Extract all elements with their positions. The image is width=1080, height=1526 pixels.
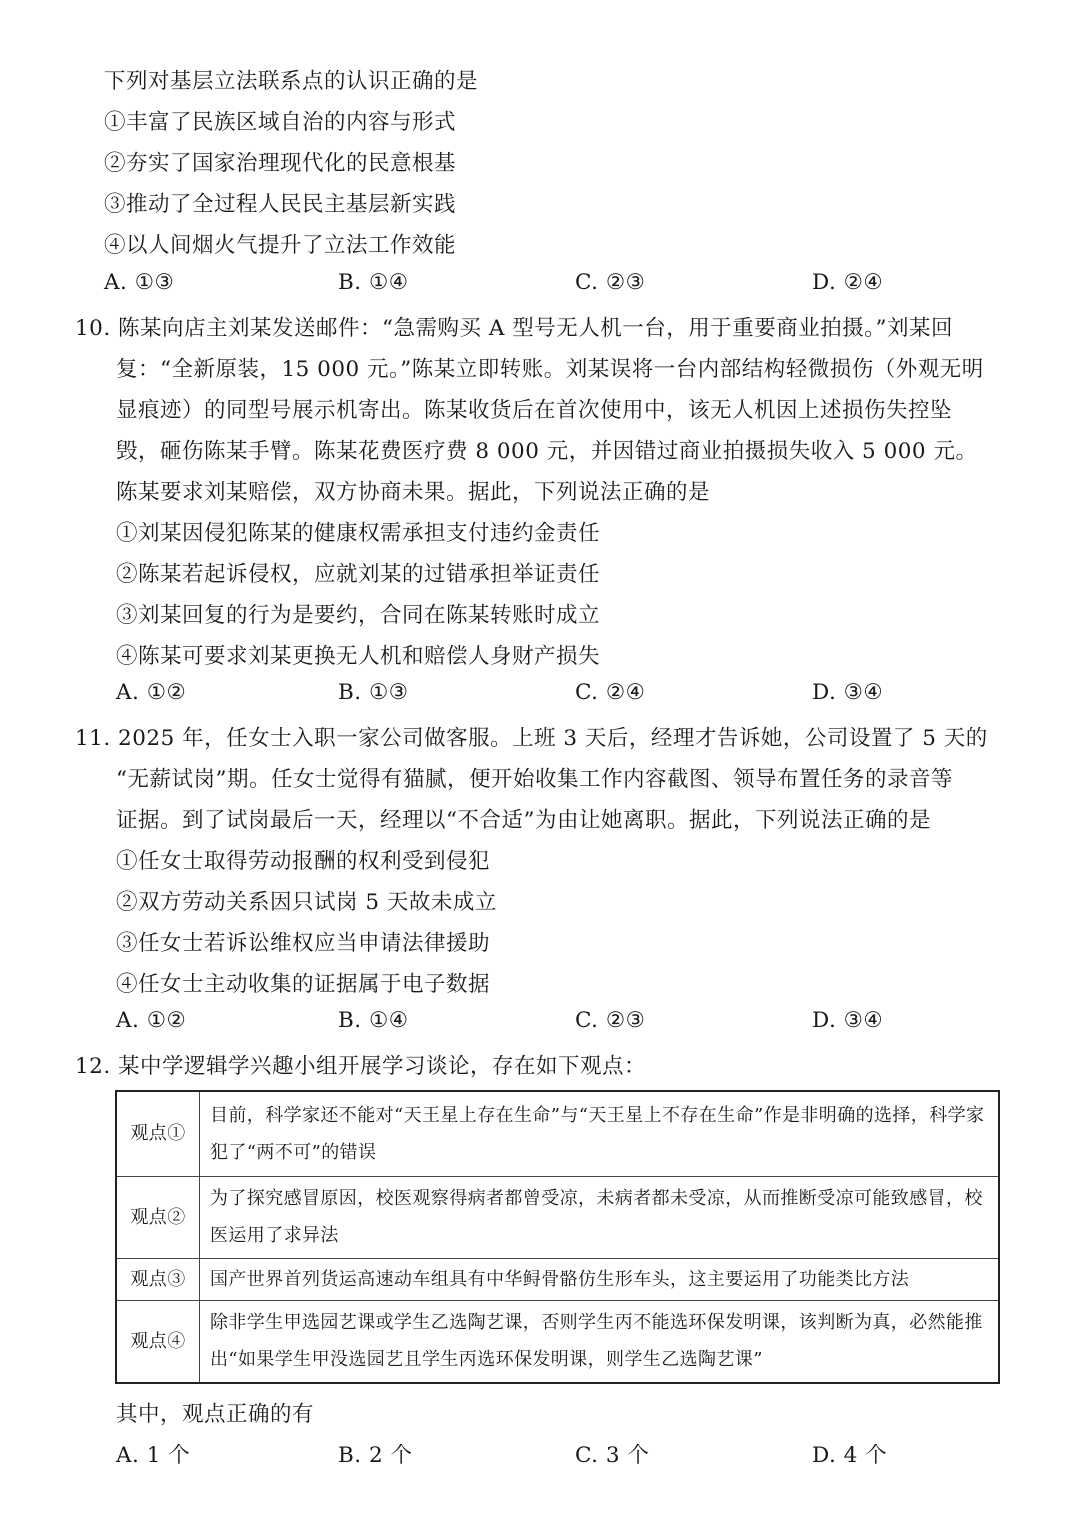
q9-option-c: C. ②③ xyxy=(575,270,646,295)
q9-option-b: B. ①④ xyxy=(338,270,409,295)
q10-line-3: 显痕迹）的同型号展示机寄出。陈某收货后在首次使用中，该无人机因上述损伤失控坠 xyxy=(116,398,953,423)
q9-item-3: ③推动了全过程人民民主基层新实践 xyxy=(104,192,457,217)
q10-options xyxy=(0,680,1080,710)
viewpoint-text: 除非学生甲选园艺课或学生乙选陶艺课，否则学生丙不能选环保发明课，该判断为真，必然能推出“如果学生甲没选园艺且学生丙选环保发明课，则学生乙选陶艺课” xyxy=(200,1300,1000,1383)
q12-option-b: B. 2 个 xyxy=(338,1443,413,1468)
q11-item-2: ②双方劳动关系因只试岗 5 天故未成立 xyxy=(116,890,497,915)
q9-option-a: A. ①③ xyxy=(104,270,175,295)
q10-line-4: 毁，砸伤陈某手臂。陈某花费医疗费 8 000 元，并因错过商业拍摄损失收入 5 000 元。 xyxy=(116,439,978,464)
q10-line-2: 复：“全新原装，15 000 元。”陈某立即转账。刘某误将一台内部结构轻微损伤（外观无明 xyxy=(116,357,984,382)
q9-item-2: ②夯实了国家治理现代化的民意根基 xyxy=(104,151,457,176)
q10-option-a: A. ①② xyxy=(116,680,187,705)
viewpoint-text: 目前，科学家还不能对“天王星上存在生命”与“天王星上不存在生命”作是非明确的选择，科学家犯了“两不可”的错误 xyxy=(200,1091,1000,1176)
q9-option-d: D. ②④ xyxy=(812,270,884,295)
q11-option-b: B. ①④ xyxy=(338,1008,409,1033)
q10-option-d: D. ③④ xyxy=(812,680,884,705)
viewpoint-row xyxy=(116,1091,999,1176)
q10-item-2: ②陈某若起诉侵权，应就刘某的过错承担举证责任 xyxy=(116,562,601,587)
q9-item-1: ①丰富了民族区域自治的内容与形式 xyxy=(104,110,457,135)
q10-item-3: ③刘某回复的行为是要约，合同在陈某转账时成立 xyxy=(116,603,601,628)
q12-options xyxy=(0,1438,1080,1468)
q12-option-d: D. 4 个 xyxy=(812,1443,888,1468)
viewpoints-table xyxy=(115,1090,1000,1384)
q11-item-1: ①任女士取得劳动报酬的权利受到侵犯 xyxy=(116,849,491,874)
q12-stem: 12. 某中学逻辑学兴趣小组开展学习谈论，存在如下观点： xyxy=(75,1054,647,1079)
q10-line-5: 陈某要求刘某赔偿，双方协商未果。据此，下列说法正确的是 xyxy=(116,480,711,505)
q10-item-4: ④陈某可要求刘某更换无人机和赔偿人身财产损失 xyxy=(116,644,601,669)
viewpoint-row xyxy=(116,1176,999,1258)
q11-line-1: 11. 2025 年，任女士入职一家公司做客服。上班 3 天后，经理才告诉她，公司设置了 5 天的 xyxy=(75,726,988,751)
q11-line-2: “无薪试岗”期。任女士觉得有猫腻，便开始收集工作内容截图、领导布置任务的录音等 xyxy=(116,767,953,792)
viewpoint-label: 观点① xyxy=(116,1091,200,1176)
q12-option-c: C. 3 个 xyxy=(575,1443,650,1468)
q11-option-d: D. ③④ xyxy=(812,1008,884,1033)
viewpoint-row xyxy=(116,1258,999,1300)
q11-item-3: ③任女士若诉讼维权应当申请法律援助 xyxy=(116,931,491,956)
viewpoint-text: 为了探究感冒原因，校医观察得病者都曾受凉，未病者都未受凉，从而推断受凉可能致感冒，校医运用了求异法 xyxy=(200,1176,1000,1258)
q10-item-1: ①刘某因侵犯陈某的健康权需承担支付违约金责任 xyxy=(116,521,601,546)
q12-after: 其中，观点正确的有 xyxy=(116,1402,315,1427)
q9-options xyxy=(0,270,1080,300)
q11-item-4: ④任女士主动收集的证据属于电子数据 xyxy=(116,972,491,997)
viewpoint-label: 观点④ xyxy=(116,1300,200,1383)
q11-line-3: 证据。到了试岗最后一天，经理以“不合适”为由让她离职。据此，下列说法正确的是 xyxy=(116,808,931,833)
q12-option-a: A. 1 个 xyxy=(116,1443,191,1468)
viewpoint-label: 观点② xyxy=(116,1176,200,1258)
q9-stem: 下列对基层立法联系点的认识正确的是 xyxy=(104,69,479,94)
viewpoint-label: 观点③ xyxy=(116,1258,200,1300)
viewpoint-text: 国产世界首列货运高速动车组具有中华鲟骨骼仿生形车头，这主要运用了功能类比方法 xyxy=(200,1258,1000,1300)
q10-option-c: C. ②④ xyxy=(575,680,646,705)
q9-item-4: ④以人间烟火气提升了立法工作效能 xyxy=(104,233,457,258)
q10-line-1: 10. 陈某向店主刘某发送邮件：“急需购买 A 型号无人机一台，用于重要商业拍摄。”刘某回 xyxy=(75,316,953,341)
viewpoint-row xyxy=(116,1300,999,1383)
q11-option-c: C. ②③ xyxy=(575,1008,646,1033)
q10-option-b: B. ①③ xyxy=(338,680,409,705)
q11-option-a: A. ①② xyxy=(116,1008,187,1033)
q11-options xyxy=(0,1008,1080,1038)
